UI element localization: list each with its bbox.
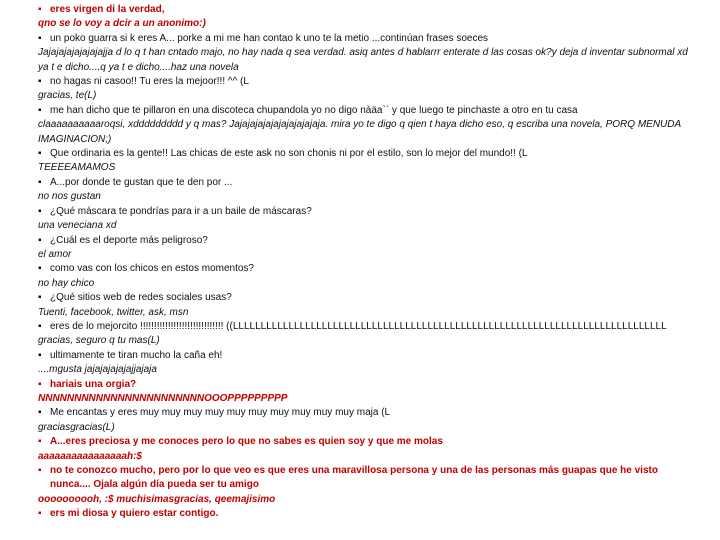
bullet-icon: ▪ <box>38 407 42 419</box>
answer-line: una veneciana xd <box>38 220 117 232</box>
question-text: ¿Qué sitios web de redes sociales usas? <box>50 292 232 304</box>
question-text: ¿Qué máscara te pondrías para ir a un baile de máscaras? <box>50 205 312 217</box>
question-line <box>38 176 720 190</box>
question-text: Que ordinaria es la gente!! Las chicas de este ask no son chonis ni por el estilo, son lo mejor del mundo!! (L <box>50 148 528 160</box>
bullet-icon: ▪ <box>38 234 42 246</box>
answer-line: qno se lo voy a dcir a un anonimo:) <box>38 18 206 30</box>
answer-line: Jajajajajajajajajja d lo q t han cntado majo, no hay nada q sea verdad. asiq antes d hablarrr enterate d las cosas ok?y deja d inventar subnormal xd ya t e dicho....q ya t e dicho....haz una novela <box>38 47 688 73</box>
bullet-icon: ▪ <box>38 205 42 217</box>
answer-line: ....mgusta jajajajajajajjajaja <box>38 364 157 376</box>
bullet-icon: ▪ <box>38 263 42 275</box>
answer-line: Tuenti, facebook, twitter, ask, msn <box>38 306 189 318</box>
bullet-icon: ▪ <box>38 76 42 88</box>
answer-line: claaaaaaaaaaroqsi, xddddddddd y q mas? Jajajajajajajajajajajaja. mira yo te digo q qien t haya dicho eso, q escriba una novela, PORQ MENUDA IMAGINACION;) <box>38 119 681 145</box>
answer-line: NNNNNNNNNNNNNNNNNNNNNNNOOOPPPPPPPPP <box>38 392 288 404</box>
bullet-icon: ▪ <box>38 4 42 15</box>
bullet-icon: ▪ <box>38 349 42 361</box>
question-text: como vas con los chicos en estos momentos? <box>50 263 254 275</box>
question-line <box>38 3 720 17</box>
question-text: me han dicho que te pillaron en una discoteca chupandola yo no digo nàäa`` y que luego te pinchaste a otro en tu casa <box>50 104 578 116</box>
question-line <box>38 234 720 248</box>
question-line <box>38 32 720 46</box>
bullet-icon: ▪ <box>38 436 42 448</box>
bullet-icon: ▪ <box>38 378 42 390</box>
answer-line: gracias, seguro q tu mas(L) <box>38 335 160 347</box>
question-line <box>38 147 720 161</box>
question-text: A...eres preciosa y me conoces pero lo que no sabes es quien soy y que me molas <box>50 436 443 448</box>
question-text: A...por donde te gustan que te den por ... <box>50 176 233 188</box>
question-line <box>38 75 720 89</box>
question-line <box>38 104 720 118</box>
question-line <box>38 291 720 305</box>
question-text: ers mi diosa y quiero estar contigo. <box>50 508 219 520</box>
question-line <box>38 320 720 334</box>
bullet-icon: ▪ <box>38 508 42 520</box>
question-line <box>38 205 720 219</box>
question-line <box>38 378 720 392</box>
question-line <box>38 262 720 276</box>
question-text: no te conozco mucho, pero por lo que veo es que eres una maravillosa persona y una de las personas más guapas que he visto nunca.... Ojala algún día pueda ser tu amigo <box>50 465 658 491</box>
answer-line: no hay chico <box>38 277 95 289</box>
answer-line: TEEEEAMAMOS <box>38 162 116 174</box>
question-text: ¿Cuál es el deporte más peligroso? <box>50 234 208 246</box>
question-text: eres virgen di la verdad, <box>50 4 165 15</box>
question-text: eres de lo mejorcito !!!!!!!!!!!!!!!!!!!!!!!!!!!!!! ((LLLLLLLLLLLLLLLLLLLLLLLLLLLLLLLLLLLLLLLLLLLLLLLLLLLLLLLLLLLLLLLLLLLLLLLLLLLLLL <box>50 320 667 332</box>
bullet-icon: ▪ <box>38 320 42 332</box>
bullet-icon: ▪ <box>38 176 42 188</box>
question-line <box>38 435 720 449</box>
question-text: un poko guarra si k eres A... porke a mi me han contao k uno te la metio ...continúan frases soeces <box>50 32 489 44</box>
bullet-icon: ▪ <box>38 465 42 476</box>
question-line <box>38 349 720 363</box>
bullet-icon: ▪ <box>38 32 42 44</box>
bullet-icon: ▪ <box>38 292 42 304</box>
answer-line: oooooooooh, :$ muchisimasgracias, qeemajisimo <box>38 493 276 505</box>
question-line <box>38 464 700 493</box>
question-line <box>38 507 720 521</box>
question-text: ultimamente te tiran mucho la caña eh! <box>50 349 223 361</box>
answer-line: aaaaaaaaaaaaaaaah:$ <box>38 450 142 462</box>
answer-line: el amor <box>38 248 72 260</box>
question-text: hariais una orgia? <box>50 378 137 390</box>
bullet-icon: ▪ <box>38 104 42 116</box>
bullet-icon: ▪ <box>38 148 42 160</box>
answer-line: graciasgracias(L) <box>38 421 115 433</box>
answer-line: no nos gustan <box>38 191 101 203</box>
question-text: no hagas ni casoo!! Tu eres la mejoor!!! ^^ (L <box>50 76 249 88</box>
question-line <box>38 406 720 420</box>
question-text: Me encantas y eres muy muy muy muy muy muy muy muy muy muy maja (L <box>50 407 391 419</box>
answer-line: gracias, te(L) <box>38 90 97 102</box>
